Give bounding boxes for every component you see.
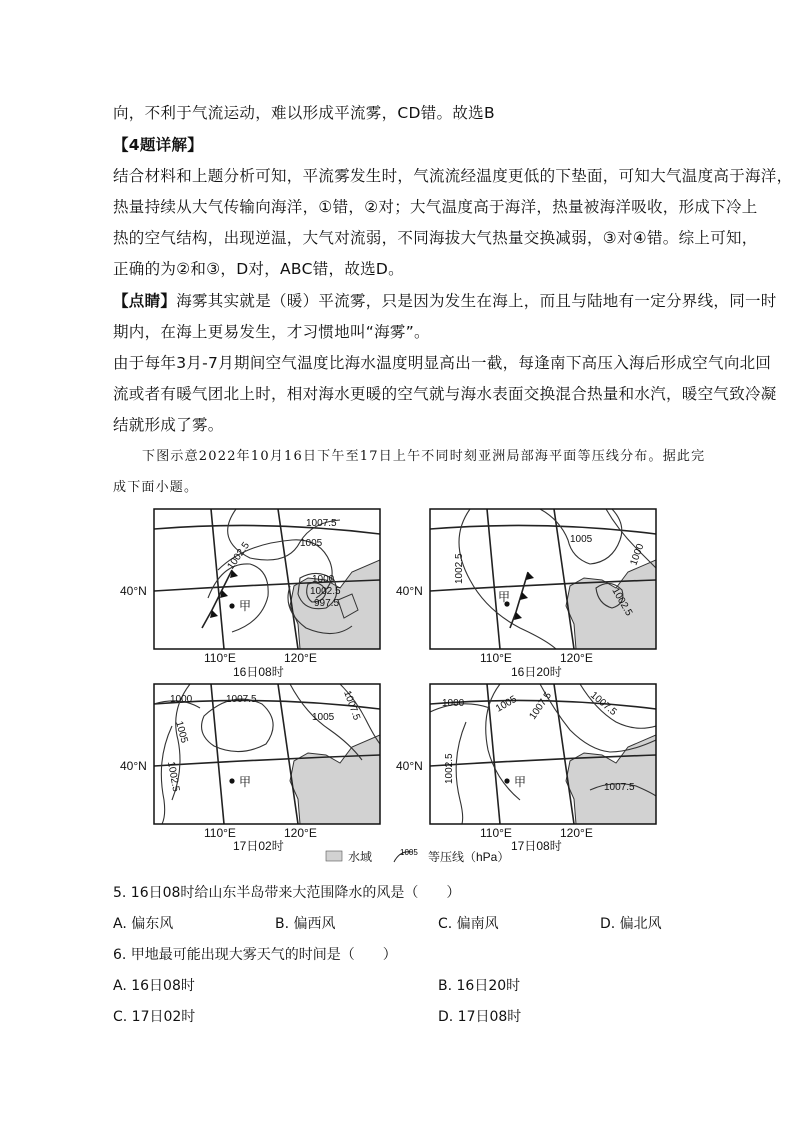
isobar-label: 1007.5 bbox=[527, 690, 555, 722]
option-a[interactable]: A. 偏东风 bbox=[113, 916, 174, 932]
point-jia-marker bbox=[504, 778, 509, 783]
text-line: 热的空气结构，出现逆温，大气对流弱，不同海拔大气热量交换减弱，③对④错。综上可知， bbox=[113, 229, 758, 247]
option-c[interactable]: C. 17日02时 bbox=[113, 1009, 196, 1025]
isobar-label: 1007.5 bbox=[226, 694, 257, 705]
map-panel-16-08 bbox=[120, 509, 380, 679]
longitude-label: 110°E bbox=[204, 651, 236, 665]
legend-isobar-label: 等压线（hPa） bbox=[428, 850, 510, 864]
longitude-label: 120°E bbox=[560, 651, 593, 665]
text-line: 期内，在海上更易发生，才习惯地叫“海雾”。 bbox=[113, 323, 430, 341]
latitude-label: 40°N bbox=[396, 759, 423, 773]
point-jia-marker bbox=[229, 603, 234, 608]
text-line: 正确的为②和③，D对，ABC错，故选D。 bbox=[113, 260, 404, 278]
point-jia-marker bbox=[229, 778, 234, 783]
text-line: 向，不利于气流运动，难以形成平流雾，CD错。故选B bbox=[113, 104, 495, 122]
panel-time: 16日08时 bbox=[233, 665, 284, 679]
legend-water-label: 水域 bbox=[348, 850, 373, 864]
longitude-label: 110°E bbox=[204, 826, 236, 840]
isobar-label: 1002.5 bbox=[225, 540, 253, 572]
isobar-label: 1002.5 bbox=[454, 553, 465, 584]
legend-isobar-sample: 1005 bbox=[400, 848, 418, 857]
longitude-label: 120°E bbox=[560, 826, 593, 840]
question-stem: 6. 甲地最可能出现大雾天气的时间是（ ） bbox=[113, 947, 397, 963]
place-label: 甲 bbox=[498, 590, 511, 604]
latitude-label: 40°N bbox=[120, 584, 147, 598]
option-d[interactable]: D. 17日08时 bbox=[438, 1009, 522, 1025]
place-label: 甲 bbox=[514, 775, 527, 789]
text-line: 结合材料和上题分析可知，平流雾发生时，气流流经温度更低的下垫面，可知大气温度高于海洋， bbox=[113, 167, 793, 185]
option-d[interactable]: D. 偏北风 bbox=[600, 916, 662, 932]
map-panel-17-02 bbox=[120, 684, 380, 853]
text-line: 热量持续从大气传输向海洋，①错，②对；大气温度高于海洋，热量被海洋吸收，形成下冷上 bbox=[113, 198, 758, 216]
longitude-label: 120°E bbox=[284, 651, 317, 665]
longitude-label: 120°E bbox=[284, 826, 317, 840]
text-line: 由于每年3月-7月期间空气温度比海水温度明显高出一截，每逢南下高压入海后形成空气向北回 bbox=[113, 354, 772, 372]
figure-intro: 下图示意2022年10月16日下午至17日上午不同时刻亚洲局部海平面等压线分布。据此完 bbox=[142, 449, 706, 464]
isobar-label: 1000 bbox=[628, 542, 647, 568]
isobar-label: 1000 bbox=[312, 574, 335, 585]
isobar-maps-figure bbox=[0, 500, 794, 872]
longitude-label: 110°E bbox=[480, 826, 512, 840]
map-panel-16-20 bbox=[396, 509, 656, 679]
water-swatch bbox=[326, 851, 342, 861]
panel-time: 17日02时 bbox=[233, 839, 284, 853]
text-line: 结就形成了雾。 bbox=[113, 416, 224, 434]
isobar-label: 1007.5 bbox=[341, 689, 362, 722]
panel-time: 16日20时 bbox=[511, 665, 562, 679]
question-stem: 5. 16日08时给山东半岛带来大范围降水的风是（ ） bbox=[113, 885, 461, 901]
place-label: 甲 bbox=[239, 599, 252, 613]
option-a[interactable]: A. 16日08时 bbox=[113, 978, 195, 994]
isobar-label: 1002.5 bbox=[310, 586, 341, 597]
isobar-label: 1005 bbox=[494, 693, 519, 715]
text-line: 流或者有暖气团北上时，相对海水更暖的空气就与海水表面交换混合热量和水汽，暖空气致冷凝 bbox=[113, 385, 777, 403]
isobar-label: 1007.5 bbox=[588, 689, 619, 718]
isobar-label: 1000 bbox=[170, 694, 193, 705]
isobar-label: 1005 bbox=[570, 534, 593, 545]
option-b[interactable]: B. 16日20时 bbox=[438, 978, 521, 994]
panel-time: 17日08时 bbox=[511, 839, 562, 853]
isobar-label: 1005 bbox=[312, 712, 335, 723]
figure-intro: 成下面小题。 bbox=[113, 480, 199, 495]
isobar-label: 1005 bbox=[300, 538, 323, 549]
isobar-label: 1005 bbox=[173, 719, 190, 745]
longitude-label: 110°E bbox=[480, 651, 512, 665]
isobar-label: 1007.5 bbox=[604, 782, 635, 793]
latitude-label: 40°N bbox=[120, 759, 147, 773]
isobar-label: 1000 bbox=[442, 698, 465, 709]
map-legend bbox=[326, 848, 509, 864]
isobar-label: 1002.5 bbox=[609, 586, 635, 618]
option-b[interactable]: B. 偏西风 bbox=[275, 916, 336, 932]
map-panel-17-08 bbox=[396, 684, 656, 853]
place-label: 甲 bbox=[239, 775, 252, 789]
isobar-label: 997.5 bbox=[314, 598, 340, 609]
tip-text: 海雾其实就是（暖）平流雾，只是因为发生在海上，而且与陆地有一定分界线，同一时 bbox=[176, 292, 777, 310]
isobar-label: 1002.5 bbox=[444, 753, 455, 784]
tip-label: 【点睛】 bbox=[113, 292, 177, 310]
latitude-label: 40°N bbox=[396, 584, 423, 598]
tip-paragraph bbox=[113, 291, 777, 311]
option-c[interactable]: C. 偏南风 bbox=[438, 916, 499, 932]
isobar-label: 1007.5 bbox=[306, 518, 337, 529]
section-heading: 【4题详解】 bbox=[113, 136, 204, 154]
isobar-label: 1002.5 bbox=[165, 760, 182, 793]
